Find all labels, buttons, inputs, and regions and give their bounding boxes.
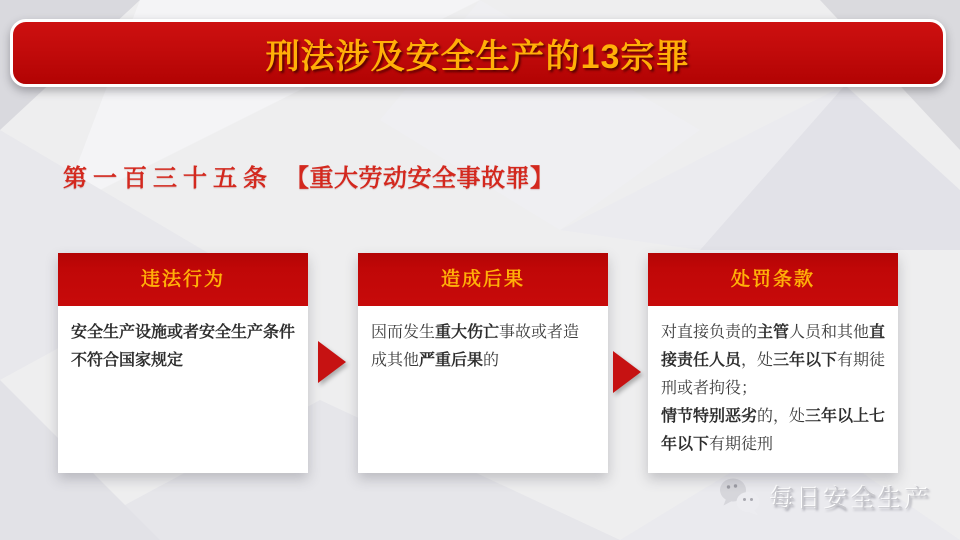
card-body-penalty: 对直接负责的主管人员和其他直 接责任人员，处三年以下有期徒 刑或者拘役； 情节特别恶劣的，处三年以上七 年以下有期徒刑 [648,306,898,473]
card-consequence [358,253,608,473]
slide-title: 刑法涉及安全生产的13宗罪 [265,37,691,76]
card-header-illegal-act: 违法行为 [58,253,308,306]
card-body-consequence: 因而发生重大伤亡事故或者造 成其他严重后果的 [358,306,608,473]
article-heading [63,158,555,193]
card-body-illegal-act: 安全生产设施或者安全生产条件 不符合国家规定 [58,306,308,473]
article-number: 第一百三十五条 [63,165,273,192]
card-illegal-act [58,253,308,473]
watermark-label: 每日安全生产 [769,485,932,513]
arrow-right-icon [613,351,641,393]
watermark [718,476,932,518]
card-header-penalty: 处罚条款 [648,253,898,306]
crime-name: 【重大劳动安全事故罪】 [285,165,555,192]
wechat-bubbles-icon [718,476,764,518]
card-header-consequence: 造成后果 [358,253,608,306]
card-penalty [648,253,898,473]
title-banner [10,19,946,87]
arrow-right-icon [318,341,346,383]
